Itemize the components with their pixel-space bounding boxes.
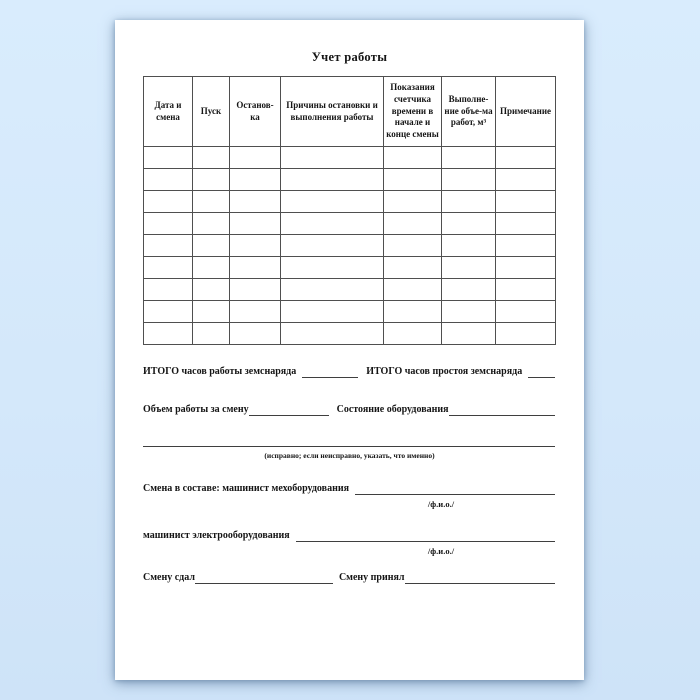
empty-cell xyxy=(496,213,556,235)
table-row xyxy=(144,213,556,235)
empty-cell xyxy=(230,279,281,301)
empty-cell xyxy=(193,323,230,345)
total-work-blank-field xyxy=(302,375,358,378)
shift-handed-blank-field xyxy=(195,581,333,584)
table-row xyxy=(144,323,556,345)
column-header: Показания счетчика времени в начале и конце смены xyxy=(384,77,442,147)
empty-cell xyxy=(442,301,496,323)
table-row xyxy=(144,169,556,191)
empty-cell xyxy=(230,213,281,235)
empty-cell xyxy=(496,279,556,301)
empty-cell xyxy=(496,169,556,191)
totals-line xyxy=(143,366,555,378)
column-header: Выполне-ние объе-ма работ, м³ xyxy=(442,77,496,147)
empty-cell xyxy=(144,257,193,279)
table-row xyxy=(144,279,556,301)
empty-cell xyxy=(144,191,193,213)
empty-cell xyxy=(496,323,556,345)
crew-mech-line xyxy=(143,483,555,495)
shift-accepted-label: Смену принял xyxy=(338,572,405,583)
empty-cell xyxy=(281,279,384,301)
header-row xyxy=(144,77,556,147)
table-row xyxy=(144,191,556,213)
empty-cell xyxy=(281,191,384,213)
empty-cell xyxy=(281,301,384,323)
fio-note-mech: /ф.и.о./ xyxy=(427,499,455,509)
empty-cell xyxy=(281,235,384,257)
crew-mech-label: Смена в составе: машинист мехоборудования xyxy=(143,483,350,494)
empty-cell xyxy=(144,147,193,169)
empty-cell xyxy=(384,279,442,301)
empty-cell xyxy=(281,147,384,169)
crew-electric-blank-field xyxy=(296,539,555,542)
table-row xyxy=(144,147,556,169)
empty-cell xyxy=(442,235,496,257)
empty-cell xyxy=(384,301,442,323)
empty-cell xyxy=(384,257,442,279)
volume-line xyxy=(143,404,555,416)
shift-signoff-line xyxy=(143,572,555,584)
empty-cell xyxy=(281,213,384,235)
empty-cell xyxy=(442,279,496,301)
work-log-table xyxy=(143,76,556,345)
table-row xyxy=(144,301,556,323)
crew-electric-line xyxy=(143,530,555,542)
empty-cell xyxy=(496,235,556,257)
form-title: Учет работы xyxy=(311,50,388,64)
table-body xyxy=(144,147,556,345)
column-header: Пуск xyxy=(193,77,230,147)
equipment-blank-field xyxy=(449,413,555,416)
empty-cell xyxy=(193,169,230,191)
empty-cell xyxy=(193,147,230,169)
empty-cell xyxy=(442,323,496,345)
column-header: Примечание xyxy=(496,77,556,147)
shift-accepted-blank-field xyxy=(405,581,555,584)
empty-cell xyxy=(144,213,193,235)
total-work-label: ИТОГО часов работы земснаряда xyxy=(143,366,297,377)
total-idle-label: ИТОГО часов простоя земснаряда xyxy=(366,366,523,377)
empty-cell xyxy=(442,213,496,235)
column-header: Дата и смена xyxy=(144,77,193,147)
empty-cell xyxy=(281,257,384,279)
empty-cell xyxy=(384,169,442,191)
empty-cell xyxy=(193,191,230,213)
empty-cell xyxy=(193,279,230,301)
empty-cell xyxy=(193,257,230,279)
equipment-note: (исправно; если неисправно, указать, что именно) xyxy=(264,451,435,460)
volume-blank-field xyxy=(249,413,329,416)
empty-cell xyxy=(281,169,384,191)
empty-cell xyxy=(144,235,193,257)
empty-cell xyxy=(144,323,193,345)
empty-cell xyxy=(384,235,442,257)
empty-cell xyxy=(442,169,496,191)
empty-cell xyxy=(496,257,556,279)
empty-cell xyxy=(384,323,442,345)
empty-cell xyxy=(442,191,496,213)
empty-cell xyxy=(193,235,230,257)
equipment-label: Состояние оборудования xyxy=(336,404,449,415)
column-header: Причины остановки и выполнения работы xyxy=(281,77,384,147)
total-idle-blank-field xyxy=(528,375,555,378)
empty-cell xyxy=(193,213,230,235)
empty-cell xyxy=(442,147,496,169)
form-page xyxy=(115,20,584,680)
table-row xyxy=(144,235,556,257)
crew-electric-label: машинист электрооборудования xyxy=(143,530,290,541)
empty-cell xyxy=(230,323,281,345)
empty-cell xyxy=(384,147,442,169)
empty-cell xyxy=(496,147,556,169)
empty-cell xyxy=(230,257,281,279)
empty-cell xyxy=(496,191,556,213)
empty-cell xyxy=(144,301,193,323)
table-row xyxy=(144,257,556,279)
empty-cell xyxy=(144,169,193,191)
empty-cell xyxy=(496,301,556,323)
empty-cell xyxy=(230,191,281,213)
empty-cell xyxy=(193,301,230,323)
empty-cell xyxy=(144,279,193,301)
shift-handed-label: Смену сдал xyxy=(143,572,195,583)
empty-cell xyxy=(230,235,281,257)
empty-cell xyxy=(230,301,281,323)
empty-cell xyxy=(230,169,281,191)
empty-cell xyxy=(442,257,496,279)
volume-label: Объем работы за смену xyxy=(143,404,249,415)
equipment-continuation-blank-field xyxy=(143,446,555,447)
empty-cell xyxy=(384,213,442,235)
column-header: Останов-ка xyxy=(230,77,281,147)
crew-mech-blank-field xyxy=(355,492,555,495)
fio-note-electric: /ф.и.о./ xyxy=(427,546,455,556)
empty-cell xyxy=(281,323,384,345)
empty-cell xyxy=(230,147,281,169)
empty-cell xyxy=(384,191,442,213)
